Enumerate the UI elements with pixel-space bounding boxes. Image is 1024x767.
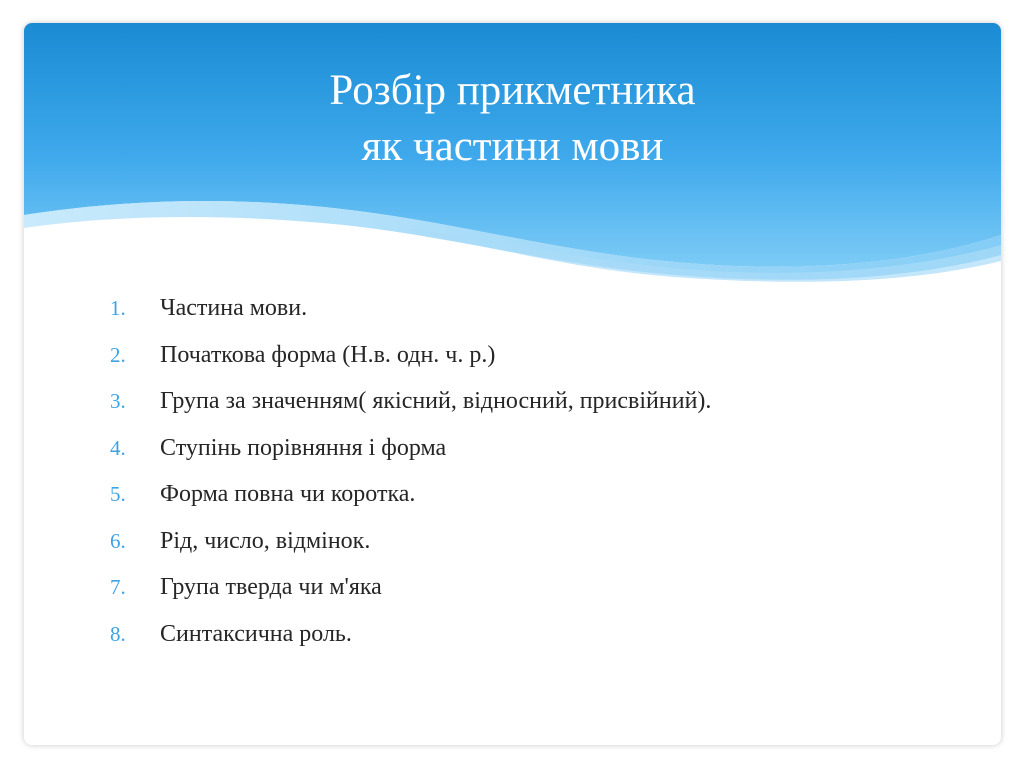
list-item [110,574,970,621]
title-line-1: Розбір прикметника [329,67,696,114]
title-line-2: як частини мови [361,123,664,170]
list-item-text: Форма повна чи коротка. [160,481,416,507]
list-item-text: Ступінь порівняння і форма [160,434,447,461]
list-item-number: 3. [110,389,126,413]
list-item-text: Група тверда чи м'яка [160,574,382,600]
list-item-number: 6. [110,528,126,553]
list-item [110,388,970,435]
slide [24,23,1001,745]
list-item-number: 4. [110,435,126,460]
list-item [110,295,970,342]
list-item-text: Група за значенням( якісний, відносний, присвійний). [160,388,712,414]
list-item [110,435,970,482]
list-item [110,528,970,575]
numbered-list [110,295,970,667]
list-item-text: Синтаксична роль. [160,620,352,647]
list-item-number: 8. [110,621,126,646]
list-item-text: Рід, число, відмінок. [160,527,371,554]
list-item [110,481,970,528]
list-item-number: 7. [110,575,126,599]
list-item-number: 1. [110,296,126,320]
slide-title [24,63,1001,175]
list-item-text: Початкова форма (Н.в. одн. ч. р.) [160,341,496,368]
list-item-number: 2. [110,342,126,367]
list-item-text: Частина мови. [160,295,308,321]
list-item-number: 5. [110,482,126,506]
list-item [110,621,970,668]
list-item [110,342,970,389]
